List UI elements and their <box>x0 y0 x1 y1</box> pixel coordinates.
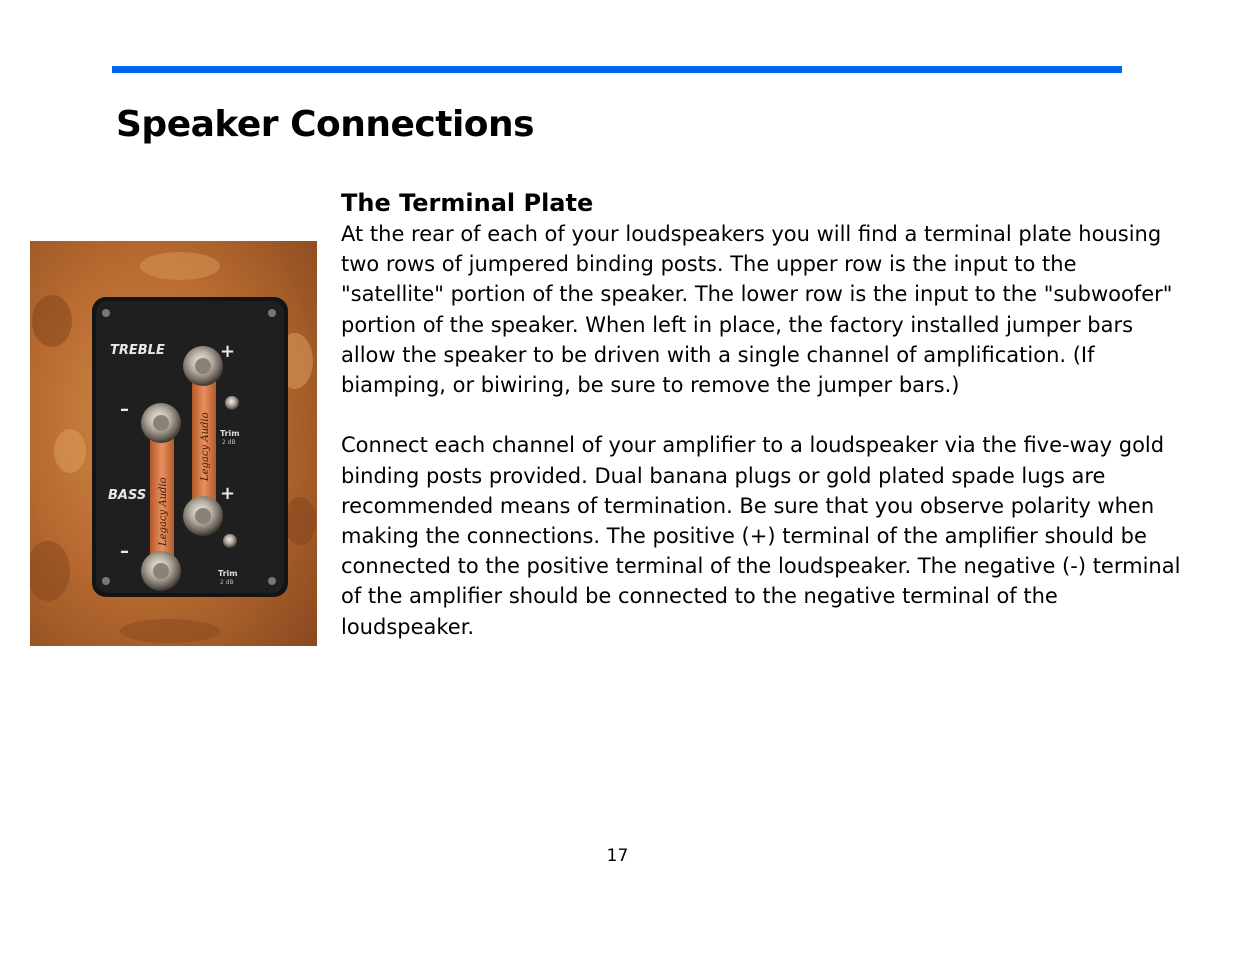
terminal-plate-section <box>341 188 1181 642</box>
trim-value-lower: 2 dB <box>220 579 234 586</box>
trim-knob-upper <box>225 396 239 410</box>
lower-jumper-text: Legacy Audio <box>158 477 169 546</box>
section-heading: The Terminal Plate <box>341 189 594 217</box>
page-number: 17 <box>606 846 629 866</box>
page-title: Speaker Connections <box>116 104 535 145</box>
terminal-plate-photo <box>30 241 317 646</box>
upper-jumper-text: Legacy Audio <box>200 412 211 481</box>
treble-minus-sign: – <box>120 399 129 420</box>
trim-label-upper: Trim <box>220 429 240 438</box>
paragraph-connect-amplifier: Connect each channel of your amplifier to a loudspeaker via the five-way gold binding posts provided. Dual banana plugs or gold plated spade lugs are recommended means of termination. Be sure that you observe polarity when making the connections. The positive (+) terminal of the amplifier should be connected to the positive terminal of the loudspeaker. The negative (-) terminal of the amplifier should be connected to the negative terminal of the loudspeaker. <box>341 433 1181 639</box>
top-rule <box>112 66 1122 73</box>
bass-label: BASS <box>108 488 147 503</box>
paragraph-terminal-plate: At the rear of each of your loudspeakers you will find a terminal plate housing two rows of jumpered binding posts. The upper row is the input to the "satellite" portion of the speaker. The lower row is the input to the "subwoofer" portion of the speaker. When left in place, the factory installed jumper bars allow the speaker to be driven with a single channel of amplification. (If biamping, or biwiring, be sure to remove the jumper bars.) <box>341 222 1173 398</box>
bass-minus-sign: – <box>120 541 129 562</box>
trim-knob-lower <box>223 534 237 548</box>
treble-plus-sign: + <box>220 341 236 362</box>
treble-label: TREBLE <box>110 343 165 358</box>
bass-plus-sign: + <box>220 483 236 504</box>
trim-value-upper: 2 dB <box>222 439 236 446</box>
trim-label-lower: Trim <box>218 569 238 578</box>
